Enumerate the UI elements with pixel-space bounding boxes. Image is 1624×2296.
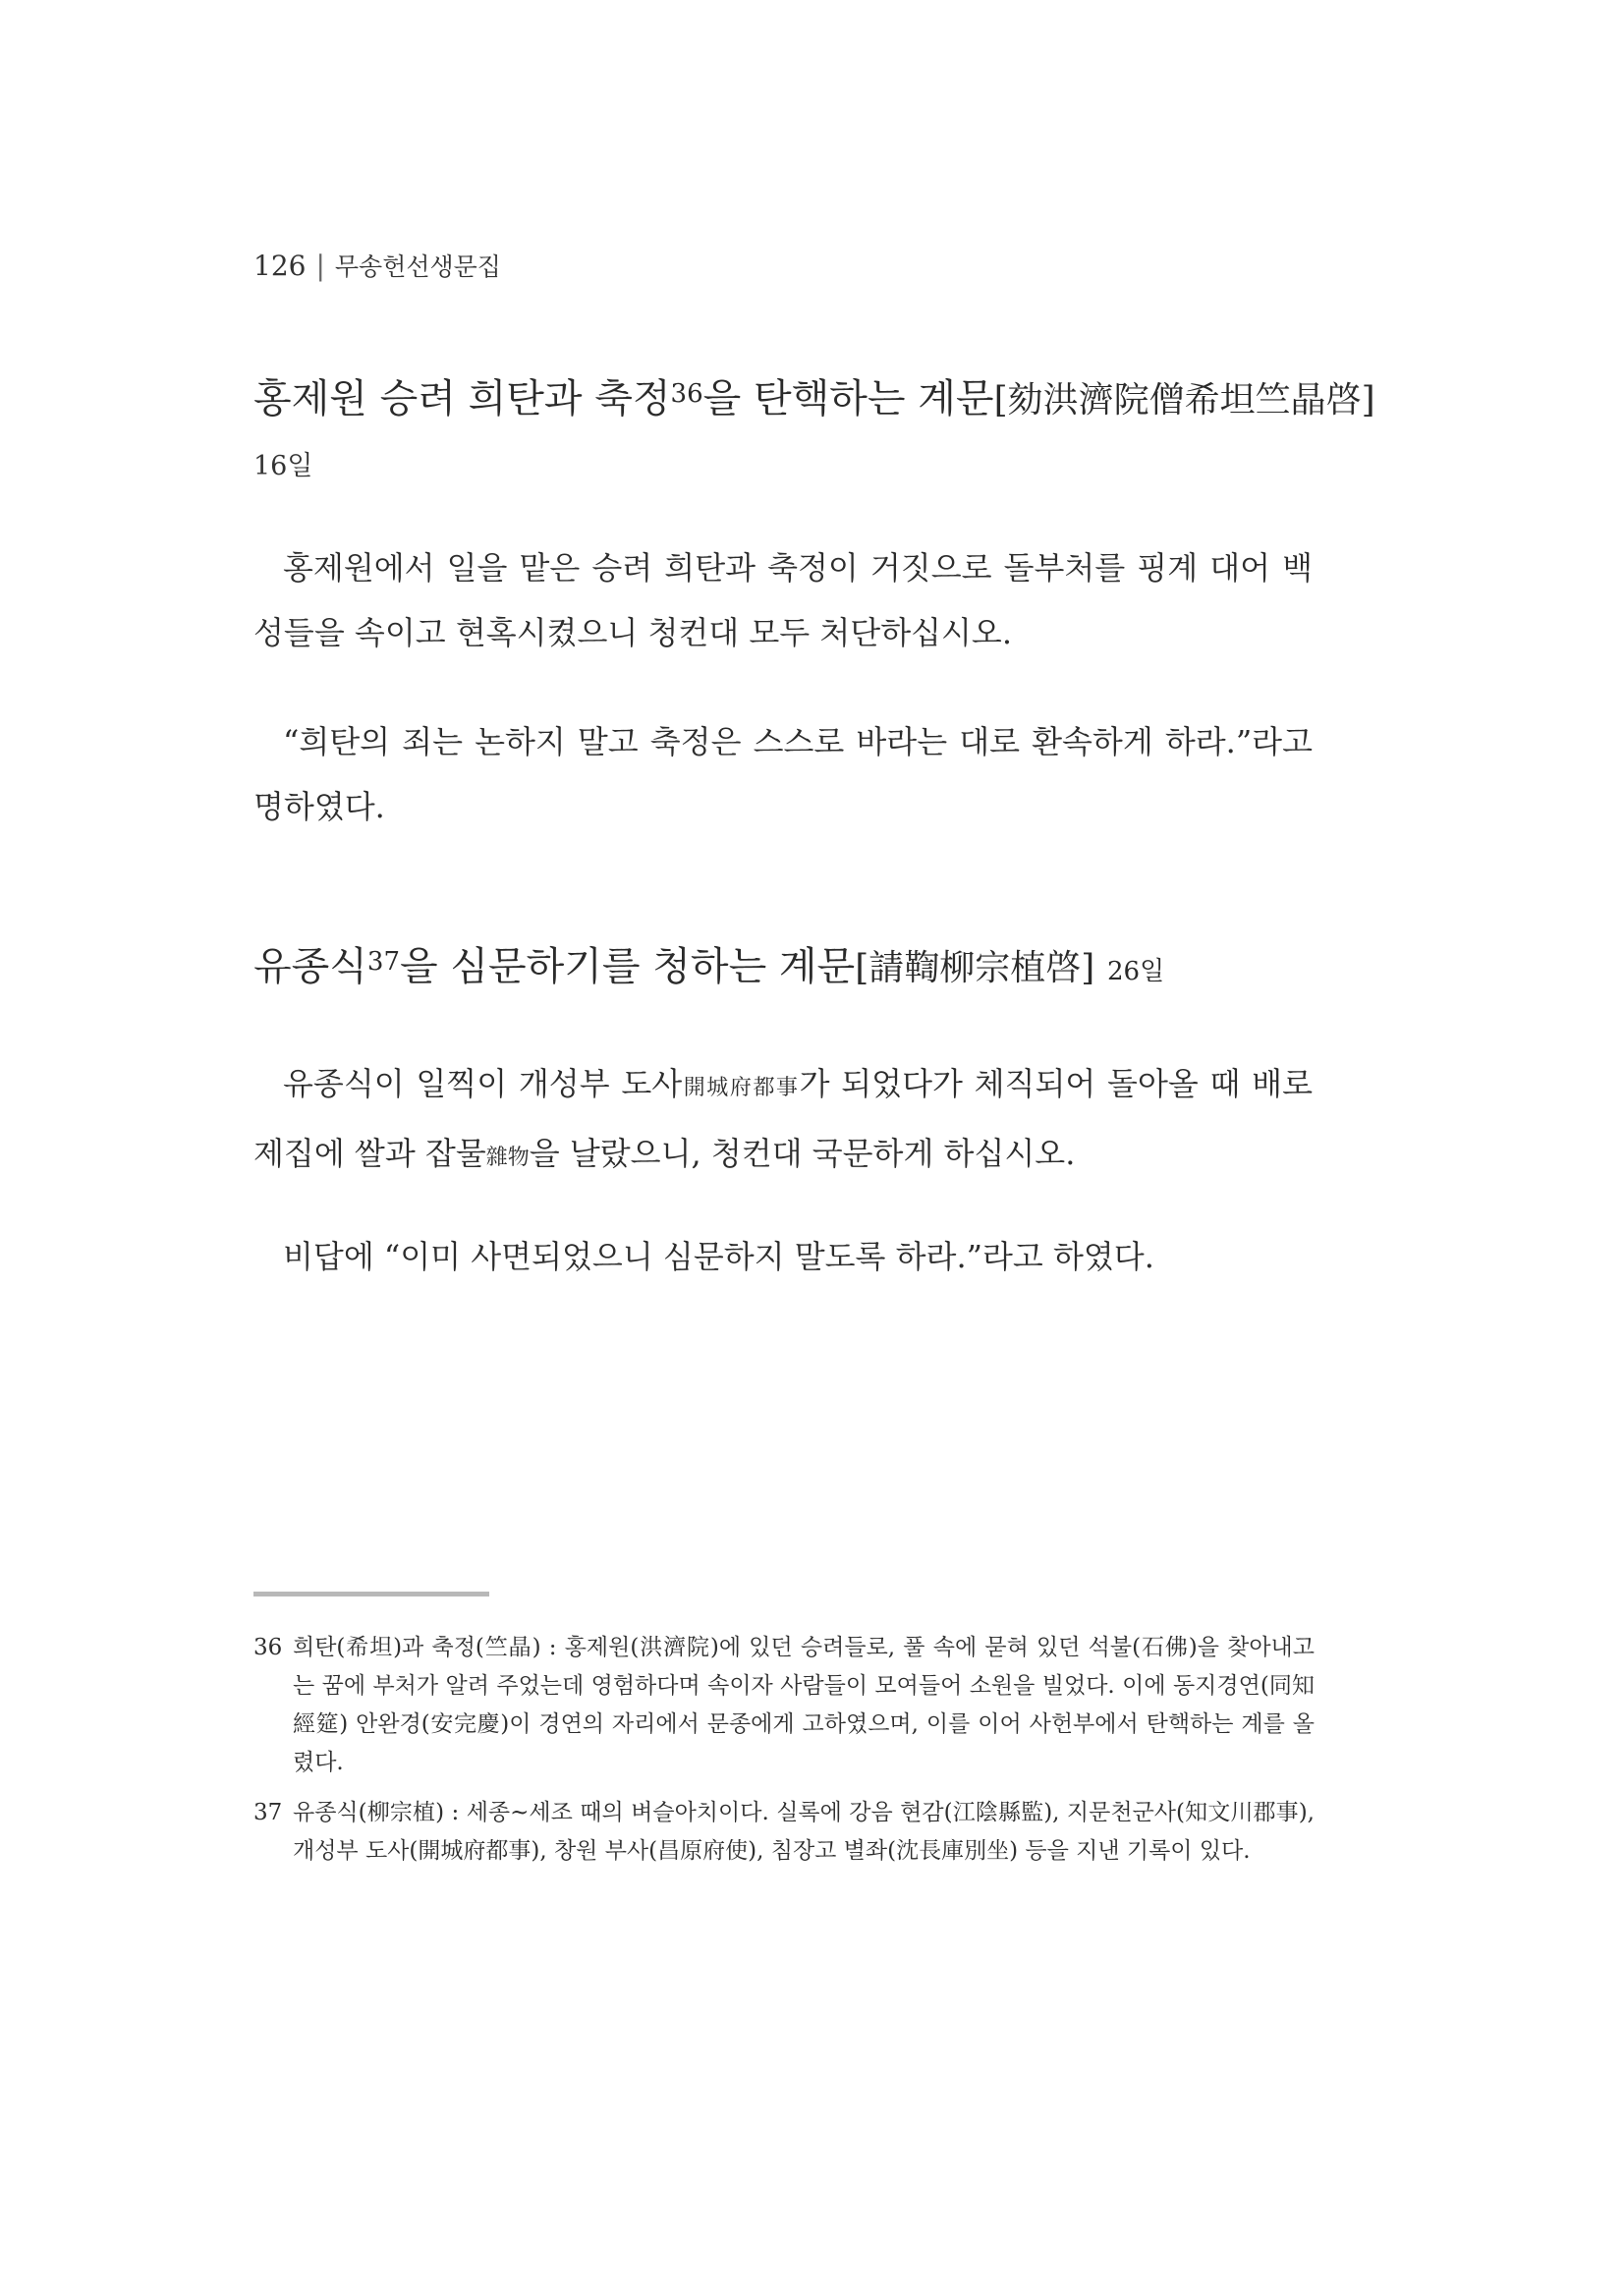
section-1-paragraph-2: “희탄의 죄는 논하지 말고 축정은 스스로 바라는 대로 환속하게 하라.”라고 명하였다.: [253, 723, 1313, 825]
footnote-37-text: 유종식(柳宗植) : 세종~세조 때의 벼슬아치이다. 실록에 강음 현감(江陰縣監), 지문천군사(知文川郡事), 개성부 도사(開城府都事), 창원 부사(昌原府使), 침장고 별좌(沈長庫別坐) 등을 지낸 기록이 있다.: [293, 1800, 1315, 1864]
section-1-title-text-suffix: 을 탄핵하는 계문: [702, 376, 994, 421]
section-2-paragraph-1: [253, 1051, 1313, 1191]
section-1-title: [253, 373, 1375, 424]
section-2-title-text-suffix: 을 심문하기를 청하는 계문: [400, 944, 856, 989]
section-1-title-text: 홍제원 승려 희탄과 축정: [253, 376, 671, 421]
section-2-paragraph-1-text-a: 유종식이 일찍이 개성부 도사: [283, 1065, 683, 1102]
footnote-divider: [253, 1592, 489, 1596]
footnote-37: [253, 1794, 1315, 1871]
section-2-date: 26일: [1107, 957, 1165, 986]
section-2-title: [253, 941, 1313, 992]
section-2-title-hanja: [請鞫柳宗植啓]: [855, 948, 1095, 988]
section-2-paragraph-1-text-c: 을 날랐으니, 청컨대 국문하게 하십시오.: [529, 1135, 1076, 1172]
header-separator: |: [315, 250, 325, 282]
footnote-36: [253, 1629, 1315, 1782]
section-2-paragraph-2: 비답에 “이미 사면되었으니 심문하지 말도록 하라.”라고 하였다.: [283, 1238, 1154, 1275]
section-2-paragraph-1-text-b: 가 되었다가 체직되어 돌아올 때 배로 제집에 쌀과 잡물: [253, 1065, 1313, 1172]
section-2-paragraph-1-hanja-1: 開城府都事: [682, 1076, 800, 1100]
footnote-ref-37[interactable]: 37: [366, 947, 401, 977]
footnote-36-text: 희탄(希坦)과 축정(竺晶) : 홍제원(洪濟院)에 있던 승려들로, 풀 속에 묻혀 있던 석불(石佛)을 찾아내고는 꿈에 부처가 알려 주었는데 영험하다며 속이자 사람들이 모여들어 소원을 빌었다. 이에 동지경연(同知經筵) 안완경(安完慶)이 경연의 자리에서 문종에게 고하였으며, 이를 이어 사헌부에서 탄핵하는 계를 올렸다.: [293, 1635, 1315, 1775]
section-1-paragraph-1: 홍제원에서 일을 맡은 승려 희탄과 축정이 거짓으로 돌부처를 핑계 대어 백성들을 속이고 현혹시켰으니 청컨대 모두 처단하십시오.: [253, 549, 1313, 651]
book-title: 무송헌선생문집: [334, 252, 501, 281]
section-2-paragraph-1-hanja-2: 雜物: [485, 1146, 530, 1170]
section-2-title-text: 유종식: [253, 944, 367, 989]
section-1-title-hanja: [劾洪濟院僧希坦竺晶啓]: [993, 380, 1375, 420]
page-number: 126: [253, 250, 307, 282]
footnote-37-number: 37: [253, 1800, 283, 1825]
section-1-date: 16일: [253, 451, 313, 481]
running-header: [253, 248, 501, 283]
footnote-36-number: 36: [253, 1635, 283, 1660]
footnote-ref-36[interactable]: 36: [670, 379, 703, 409]
